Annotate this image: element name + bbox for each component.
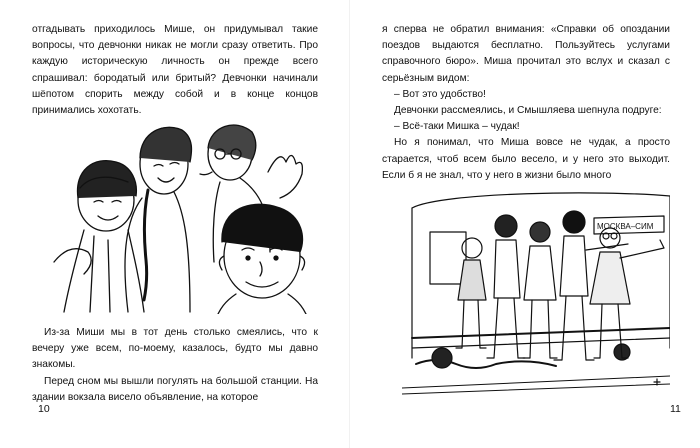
left-text-bottom bbox=[32, 325, 318, 406]
paragraph: Из-за Миши мы в тот день столько смеялись, что к вечеру уже всем, по-моему, казалось, будто мы давно знакомы. bbox=[32, 327, 318, 371]
paragraph: Перед сном мы вышли погулять на большой станции. На здании вокзала висело объявление, на которое bbox=[32, 375, 318, 403]
right-page bbox=[350, 0, 700, 448]
paragraph: отгадывать приходилось Мише, он придумывал такие вопросы, что девчонки никак не могли сразу ответить. Про каждую историческую личность он прежде всего спрашивал: бородатый или бритый? Девчонки начинали шёпотом спорить между собой и в конце концов принимались хохотать. bbox=[32, 24, 318, 117]
child-figure-3 bbox=[523, 222, 557, 358]
girl-with-braid-figure bbox=[125, 127, 192, 312]
train-sign-label: МОСКВА–СИМ bbox=[597, 222, 654, 231]
child-figure-1 bbox=[456, 238, 486, 348]
boy-misha-figure bbox=[218, 204, 306, 314]
paragraph: – Всё-таки Мишка – чудак! bbox=[394, 121, 520, 133]
paragraph: Девчонки рассмеялись, и Смышляева шепнула подруге: bbox=[394, 105, 662, 117]
child-figure-2 bbox=[487, 215, 525, 358]
paragraph: – Вот это удобство! bbox=[394, 88, 486, 100]
page-number: 10 bbox=[38, 403, 50, 415]
page-number: 11 bbox=[670, 403, 681, 415]
illustration-children-laughing bbox=[24, 112, 322, 314]
left-text-top bbox=[32, 22, 318, 119]
girl-short-hair-figure bbox=[54, 161, 144, 312]
illustration-children-at-train bbox=[402, 188, 670, 400]
paragraph: Но я понимал, что Миша вовсе не чудак, а просто старается, чтоб всем было весело, и у него это выходит. Если б я не знал, что у него в жизни было много bbox=[382, 137, 670, 181]
paragraph: я сперва не обратил внимания: «Справки об опоздании поездов выдаются бесплатно. Пользуйтесь услугами справочного бюро». Миша прочитал это вслух и сказал с серьёзным видом: bbox=[382, 24, 670, 84]
train-sign bbox=[594, 216, 664, 234]
right-text-top bbox=[382, 22, 670, 184]
